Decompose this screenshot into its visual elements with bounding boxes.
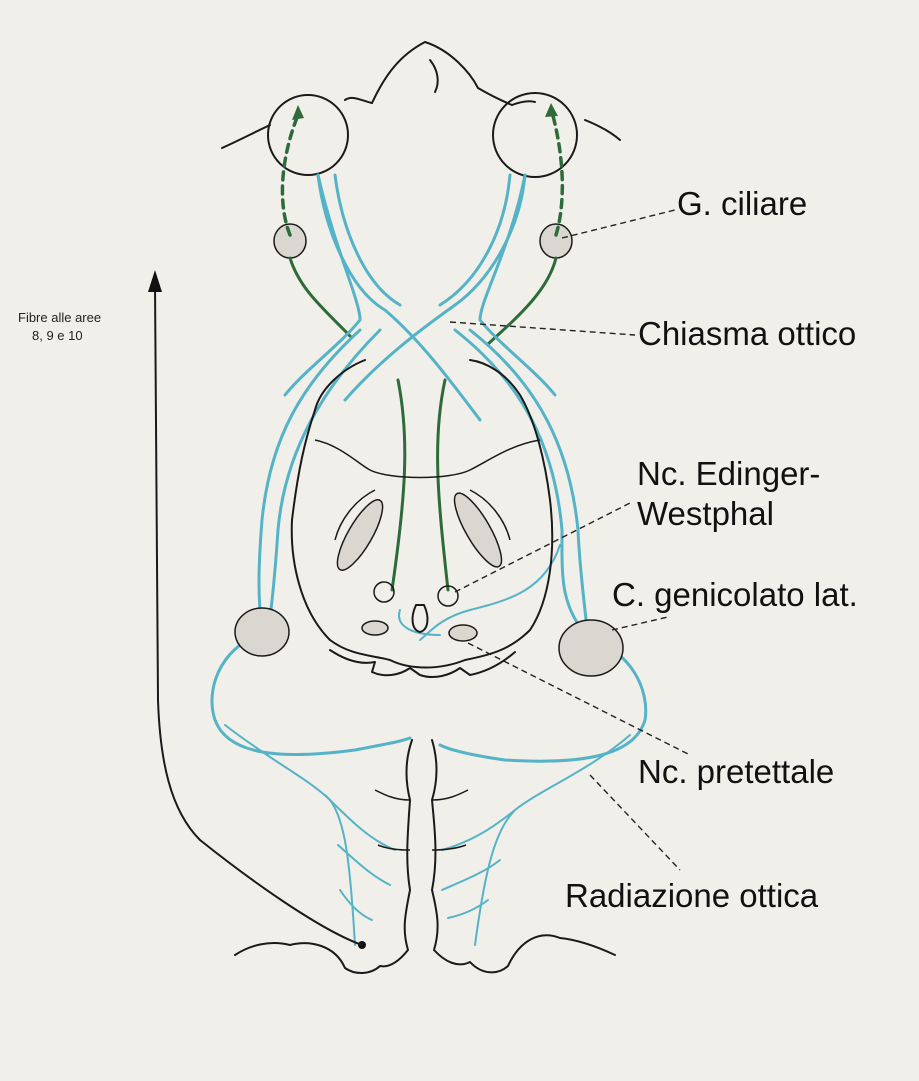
left-lateral-geniculate-body [235,608,289,656]
right-substantia-nigra [447,488,510,573]
right-eye [493,93,577,177]
right-lateral-geniculate-body [559,620,623,676]
left-substantia-nigra [330,494,391,575]
label-lateral-geniculate: C. genicolato lat. [612,576,858,613]
left-ciliary-ganglion [274,224,306,258]
label-ciliary-ganglion: G. ciliare [677,185,808,222]
left-eye [268,95,348,175]
occipital-cortex [235,740,615,973]
fibre-note-line1: Fibre alle aree [18,310,102,325]
optic-pathway-blue [212,175,646,945]
fibres-arrow [148,270,362,945]
left-pretectal-nucleus [362,621,388,635]
label-edinger-line1: Nc. Edinger- [637,455,821,492]
left-edinger-westphal-nucleus [374,582,394,602]
label-optic-chiasm: Chiasma ottico [638,315,857,352]
right-pretectal-nucleus [449,625,477,641]
midbrain-section [292,360,552,677]
label-optic-radiation: Radiazione ottica [565,877,819,914]
label-pretectal-nucleus: Nc. pretettale [638,753,835,790]
head-outline [222,42,620,148]
fibre-note-line2: 8, 9 e 10 [32,328,83,343]
label-edinger-line2: Westphal [637,495,774,532]
